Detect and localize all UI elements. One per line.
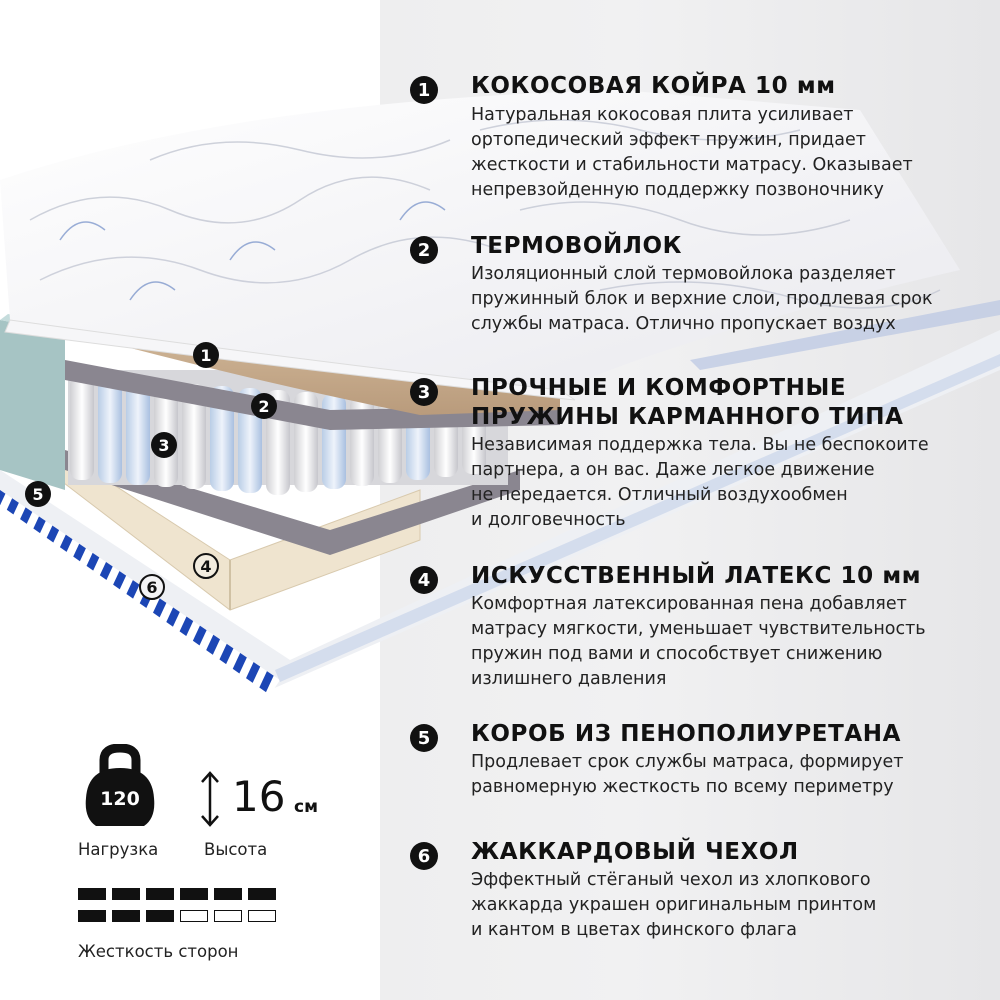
feature-description: Изоляционный слой термовойлока разделяет пружинный блок и верхние слои, продлевая срок службы матраса. Отлично пропускает воздух — [471, 264, 933, 334]
feature-description: Натуральная кокосовая плита усиливает ортопедический эффект пружин, придает жесткости и стабильности матрасу. Оказывает непревзойденную поддержку позвоночнику — [471, 105, 913, 200]
callout-3: 3 — [151, 432, 177, 458]
firmness-cell — [78, 888, 106, 900]
feature-title: КОРОБ ИЗ ПЕНОПОЛИУРЕТАНА — [471, 721, 902, 747]
number-badge-3: 3 — [410, 378, 438, 406]
firmness-row-1 — [78, 888, 278, 900]
firmness-cell — [180, 910, 208, 922]
callout-1: 1 — [193, 342, 219, 368]
firmness-row-2 — [78, 910, 278, 922]
feature-title: ТЕРМОВОЙЛОК — [471, 233, 683, 259]
firmness-cell — [146, 910, 174, 922]
firmness-cell — [112, 910, 140, 922]
feature-title: ЖАККАРДОВЫЙ ЧЕХОЛ — [471, 839, 799, 865]
firmness-cell — [180, 888, 208, 900]
feature-description: Независимая поддержка тела. Вы не беспокоите партнера, а он вас. Даже легкое движение не передается. Отличный воздухообмен и долговечность — [471, 435, 929, 530]
number-badge-5: 5 — [410, 724, 438, 752]
callout-4: 4 — [193, 553, 219, 579]
firmness-cell — [214, 888, 242, 900]
firmness-cell — [248, 888, 276, 900]
kettlebell-icon — [82, 744, 158, 828]
feature-title: ПРОЧНЫЕ И КОМФОРТНЫЕ ПРУЖИНЫ КАРМАННОГО ТИПА — [471, 375, 904, 430]
height-value: 16 — [232, 772, 286, 821]
callout-5: 5 — [25, 481, 51, 507]
feature-title: КОКОСОВАЯ КОЙРА 10 мм — [471, 73, 836, 99]
foam-box — [0, 320, 65, 490]
firmness-cell — [146, 888, 174, 900]
number-badge-2: 2 — [410, 236, 438, 264]
firmness-cell — [214, 910, 242, 922]
callout-6: 6 — [139, 574, 165, 600]
number-badge-1: 1 — [410, 76, 438, 104]
firmness-cell — [78, 910, 106, 922]
height-arrow-icon — [198, 770, 222, 828]
firmness-scale — [78, 888, 278, 928]
feature-title: ИСКУССТВЕННЫЙ ЛАТЕКС 10 мм — [471, 563, 922, 589]
feature-description: Комфортная латексированная пена добавляет матрасу мягкости, уменьшает чувствительность пружин под вами и способствует снижению излишнего давления — [471, 594, 926, 689]
number-badge-6: 6 — [410, 842, 438, 870]
feature-description: Эффектный стёганый чехол из хлопкового жаккарда украшен оригинальным принтом и кантом в цветах финского флага — [471, 870, 877, 940]
number-badge-4: 4 — [410, 566, 438, 594]
firmness-label: Жесткость сторон — [78, 942, 239, 961]
load-value: 120 — [100, 788, 140, 810]
height-unit: см — [294, 797, 318, 817]
load-label: Нагрузка — [78, 840, 159, 859]
firmness-cell — [112, 888, 140, 900]
firmness-cell — [248, 910, 276, 922]
height-label: Высота — [204, 840, 268, 859]
feature-description: Продлевает срок службы матраса, формирует равномерную жесткость по всему периметру — [471, 752, 904, 797]
callout-2: 2 — [251, 393, 277, 419]
